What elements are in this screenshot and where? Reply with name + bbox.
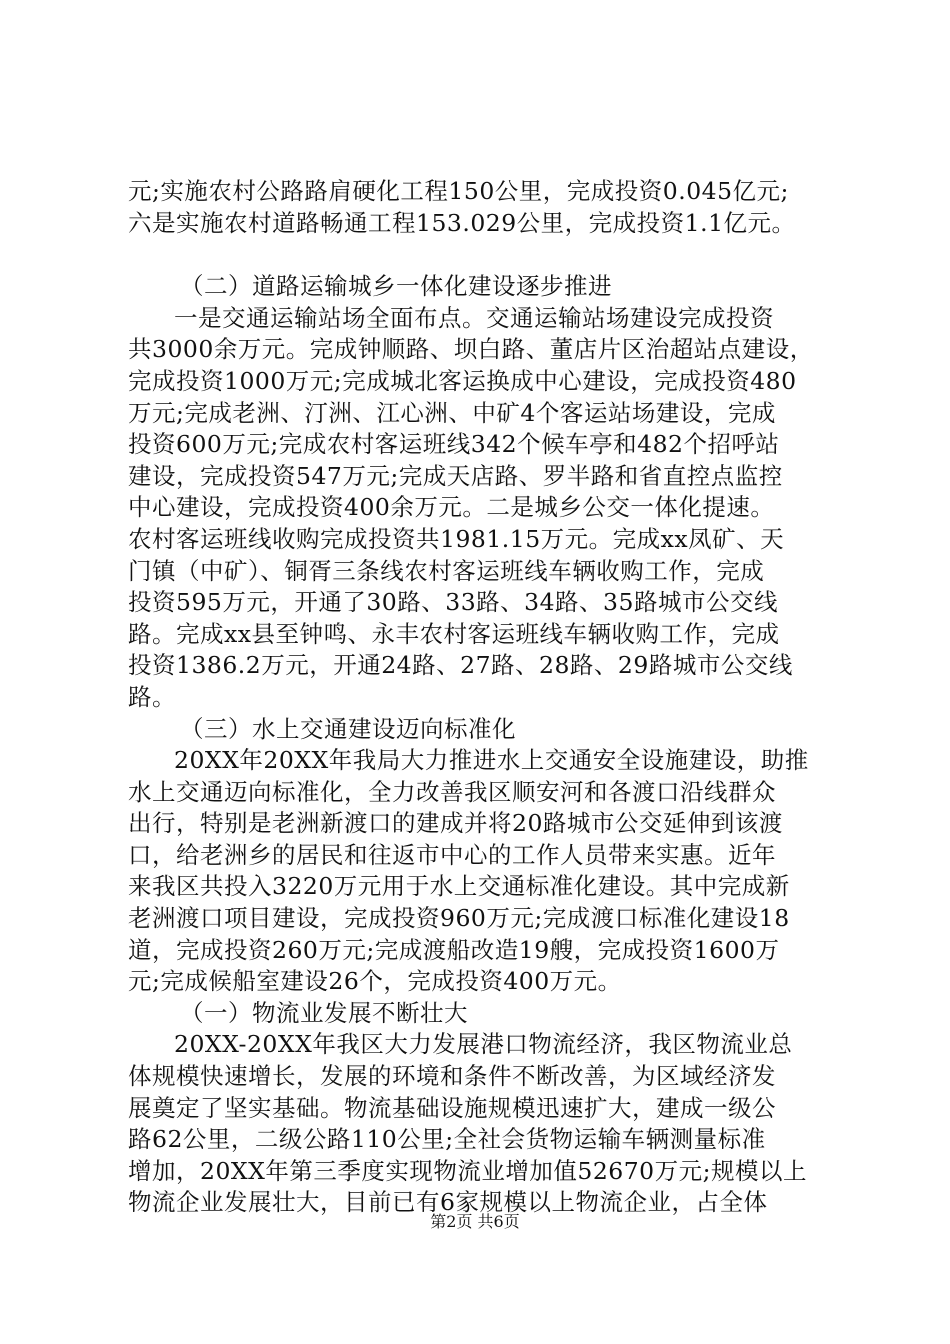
text-line: 增加，20XX年第三季度实现物流业增加值52670万元;规模以上 <box>128 1156 808 1185</box>
text-line: 元;完成候船室建设26个，完成投资400万元。 <box>128 967 622 996</box>
text-line: 建设，完成投资547万元;完成天店路、罗半路和省直控点监控 <box>128 461 783 490</box>
text-line: 口，给老洲乡的居民和往返市中心的工作人员带来实惠。近年 <box>128 840 776 869</box>
text-line: 20XX-20XX年我区大力发展港口物流经济，我区物流业总 <box>174 1030 793 1059</box>
section-heading: （三）水上交通建设迈向标准化 <box>180 714 516 743</box>
text-line: 门镇（中矿）、铜胥三条线农村客运班线车辆收购工作，完成 <box>128 556 765 585</box>
paragraph-gap <box>128 239 828 271</box>
text-line: 路62公里，二级公路110公里;全社会货物运输车辆测量标准 <box>128 1125 766 1154</box>
text-line: 元;实施农村公路路肩硬化工程150公里，完成投资0.045亿元; <box>128 177 789 205</box>
text-line: 20XX年20XX年我局大力推进水上交通安全设施建设，助推 <box>174 746 809 775</box>
text-line: 共3000余万元。完成钟顺路、坝白路、董店片区治超站点建设， <box>128 335 814 364</box>
text-line: 路。 <box>128 682 176 711</box>
text-line: 万元;完成老洲、汀洲、江心洲、中矿4个客运站场建设，完成 <box>128 398 776 427</box>
text-line: 投资600万元;完成农村客运班线342个候车亭和482个招呼站 <box>128 430 780 459</box>
text-line: 道，完成投资260万元;完成渡船改造19艘，完成投资1600万 <box>128 935 780 964</box>
text-line: 展奠定了坚实基础。物流基础设施规模迅速扩大，建成一级公 <box>128 1093 776 1122</box>
text-line: 六是实施农村道路畅通工程153.029公里，完成投资1.1亿元。 <box>128 208 796 237</box>
text-line: 投资595万元，开通了30路、33路、34路、35路城市公交线 <box>128 588 778 617</box>
section-heading: （二）道路运输城乡一体化建设逐步推进 <box>180 272 612 301</box>
text-line: 出行，特别是老洲新渡口的建成并将20路城市公交延伸到该渡 <box>128 809 783 838</box>
text-line: 完成投资1000万元;完成城北客运换成中心建设，完成投资480 <box>128 366 797 395</box>
page-number-footer: 第2页 共6页 <box>430 1212 520 1231</box>
text-line: 老洲渡口项目建设，完成投资960万元;完成渡口标准化建设18 <box>128 904 790 933</box>
section-heading: （一）物流业发展不断壮大 <box>180 998 468 1027</box>
document-body <box>128 176 828 1219</box>
text-line: 农村客运班线收购完成投资共1981.15万元。完成xx凤矿、天 <box>128 524 785 553</box>
text-line: 物流企业发展壮大，目前已有6家规模以上物流企业，占全体 <box>128 1188 768 1217</box>
text-line: 路。完成xx县至钟鸣、永丰农村客运班线车辆收购工作，完成 <box>128 619 780 648</box>
text-line: 水上交通迈向标准化，全力改善我区顺安河和各渡口沿线群众 <box>128 777 776 806</box>
text-line: 体规模快速增长，发展的环境和条件不断改善，为区域经济发 <box>128 1062 776 1091</box>
text-line: 一是交通运输站场全面布点。交通运输站场建设完成投资 <box>174 303 774 332</box>
text-line: 中心建设，完成投资400余万元。二是城乡公交一体化提速。 <box>128 493 775 522</box>
text-line: 投资1386.2万元，开通24路、27路、28路、29路城市公交线 <box>128 651 793 680</box>
text-line: 来我区共投入3220万元用于水上交通标准化建设。其中完成新 <box>128 872 790 901</box>
